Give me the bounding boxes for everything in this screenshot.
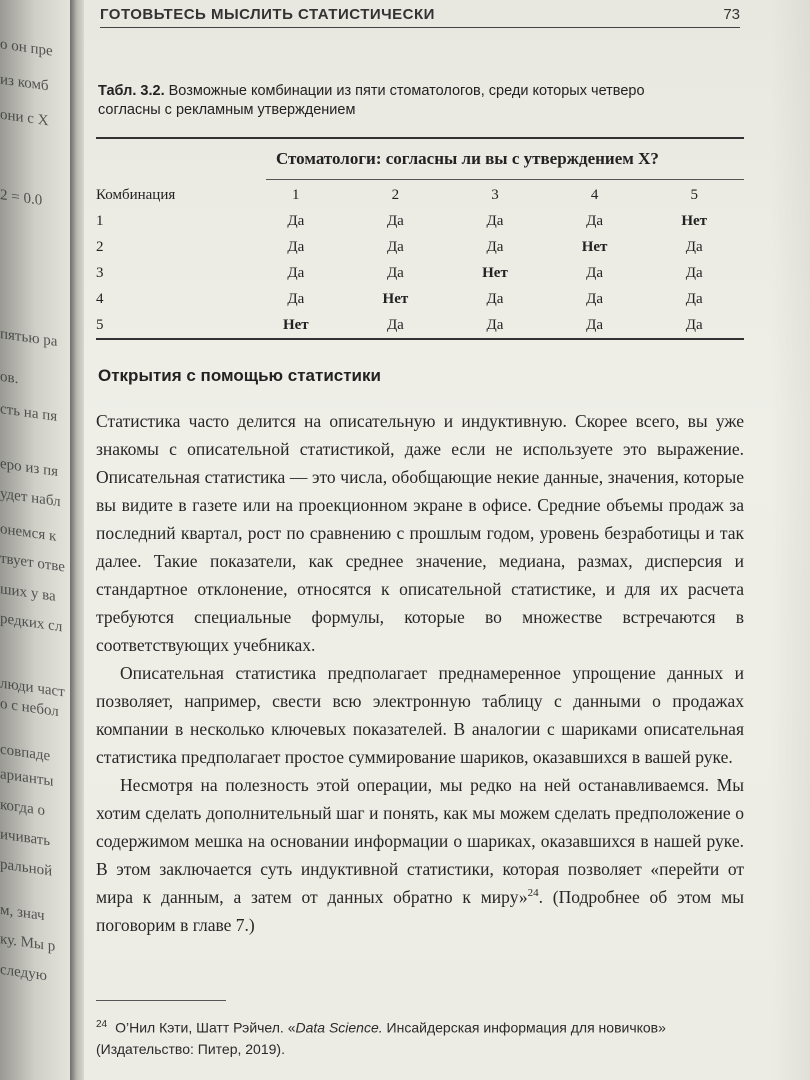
footnote-italic-title: Data Science.: [295, 1019, 383, 1036]
answer-cell: Да: [486, 212, 504, 229]
answer-cell: Нет: [482, 264, 508, 281]
answer-cell: Да: [386, 212, 404, 229]
footnote: [96, 1014, 746, 1060]
column-header-combination: Комбинация: [96, 186, 176, 203]
table-caption-label: Табл. 3.2.: [98, 83, 165, 99]
answer-cell: Да: [586, 212, 604, 229]
answer-cell: Нет: [581, 238, 608, 255]
combinations-table: [96, 180, 744, 338]
column-header-dentist-1: 1: [292, 186, 300, 203]
adjacent-page-text-fragment: люди част: [0, 675, 65, 701]
answer-cell: Да: [586, 316, 604, 333]
footnote-reference: 24: [527, 887, 539, 900]
combination-number-cell: 4: [96, 290, 104, 307]
paragraph-3-end: . (Подробнее об этом мы поговорим в главе 7.): [96, 887, 744, 935]
combination-number-cell: 3: [96, 264, 104, 281]
body-text: [96, 407, 744, 939]
column-header-dentist-5: 5: [690, 186, 698, 203]
answer-cell: Да: [685, 264, 703, 281]
footnote-number: 24: [96, 1019, 108, 1030]
table-group-header: Стоматологи: согласны ли вы с утверждением X?: [276, 149, 659, 168]
adjacent-page-text-fragment: ку. Мы р: [0, 931, 56, 955]
table-bottom-rule: [96, 338, 744, 340]
running-title: ГОТОВЬТЕСЬ МЫСЛИТЬ СТАТИСТИЧЕСКИ: [100, 6, 435, 23]
answer-cell: Да: [287, 212, 305, 229]
section-heading: Открытия с помощью статистики: [98, 366, 381, 385]
paragraph-3-text: Несмотря на полезность этой операции, мы редко на ней останавливаемся. Мы хотим сделать дополнительный шаг и понять, как мы можем сделать предположение о содержимом мешка на основании информации о шариках, оказавшихся в нашей руке. В этом заключается суть индуктивной статистики, которая позволяет «перейти от мира к данным, а затем от данных обратно к миру»: [96, 775, 744, 907]
table-row: [96, 312, 744, 338]
answer-cell: Да: [486, 238, 504, 255]
adjacent-page-text-fragment: сть на пя: [0, 400, 58, 426]
adjacent-page-text-fragment: м, знач: [0, 901, 45, 925]
combination-number-cell: 2: [96, 238, 104, 255]
column-header-dentist-2: 2: [391, 186, 400, 203]
combination-number-cell: 5: [96, 316, 104, 333]
adjacent-page-text-fragment: следую: [0, 961, 47, 985]
adjacent-page-text-fragment: ов.: [0, 368, 19, 388]
book-page: [84, 0, 810, 1080]
adjacent-page-text-fragment: 2 = 0.0: [0, 187, 43, 209]
answer-cell: Да: [287, 238, 305, 255]
book-gutter: [70, 0, 84, 1080]
page-shadow: [770, 0, 810, 1080]
adjacent-page-text-fragment: они с Х: [0, 106, 49, 130]
adjacent-page-text-fragment: твует отве: [0, 550, 65, 576]
adjacent-page-text-fragment: пятью ра: [0, 325, 58, 351]
adjacent-page-text-fragment: о он пре: [0, 36, 53, 60]
footnote-text-start: О’Нил Кэти, Шатт Рэйчел. «: [115, 1019, 296, 1036]
adjacent-page-edge: [0, 0, 70, 1080]
adjacent-page-text-fragment: совпаде: [0, 741, 51, 765]
adjacent-page-text-fragment: удет набл: [0, 485, 61, 511]
adjacent-page-text-fragment: когда о: [0, 796, 45, 820]
answer-cell: Да: [486, 290, 504, 307]
answer-cell: Нет: [282, 316, 309, 333]
answer-cell: Нет: [681, 212, 708, 229]
footnote-text-end: Инсайдерская информация для новичков» (Издательство: Питер, 2019).: [96, 1019, 666, 1057]
answer-cell: Да: [586, 264, 604, 281]
answer-cell: Да: [685, 238, 703, 255]
table-caption: [98, 82, 698, 120]
answer-cell: Да: [685, 316, 703, 333]
answer-cell: Да: [287, 264, 305, 281]
adjacent-page-text-fragment: редких сл: [0, 610, 63, 636]
adjacent-page-text-fragment: из комб: [0, 71, 49, 95]
adjacent-page-text-fragment: ших у ва: [0, 581, 56, 605]
column-header-dentist-3: 3: [491, 186, 499, 203]
table-body: [96, 208, 744, 338]
table-row: [96, 260, 744, 286]
answer-cell: Да: [386, 238, 404, 255]
table-row: [96, 286, 744, 312]
combination-number-cell: 1: [96, 212, 104, 229]
table-row: [96, 234, 744, 260]
adjacent-page-text-fragment: о с небол: [0, 695, 59, 721]
adjacent-page-text-fragment: ичивать: [0, 826, 51, 850]
answer-cell: Да: [586, 290, 604, 307]
footnote-rule: [96, 1000, 226, 1001]
paragraph-3: [96, 771, 744, 939]
answer-cell: Да: [386, 264, 404, 281]
table-header-row: [96, 180, 744, 208]
answer-cell: Нет: [382, 290, 409, 307]
dentists-table: [96, 137, 744, 340]
answer-cell: Да: [486, 316, 504, 333]
adjacent-page-text-fragment: арианты: [0, 766, 54, 790]
paragraph-2: Описательная статистика предполагает преднамеренное упрощение данных и позволяет, например, свести всю электронную таблицу с данными о продажах компании в несколько ключевых показателей. В аналогии с шариками описательная статистика предполагает простое суммирование шариков, оказавшихся в вашей руке.: [96, 663, 744, 767]
answer-cell: Да: [685, 290, 703, 307]
adjacent-page-text-fragment: ральной: [0, 856, 53, 880]
paragraph-1: Статистика часто делится на описательную и индуктивную. Скорее всего, вы уже знакомы с описательной статистикой, даже если не используете это выражение. Описательная статистика — это числа, обобщающие некие данные, значения, которые вы видите в газете или на проекционном экране в офисе. Средние объемы продаж за последний квартал, рост по сравнению с прошлым годом, уровень безработицы и так далее. Такие показатели, как среднее значение, медиана, размах, дисперсия и стандартное отклонение, относятся к описательной статистике, и для их расчета требуются специальные формулы, которые во множестве встречаются в соответствующих учебниках.: [96, 411, 744, 655]
table-row: [96, 208, 744, 234]
running-header: [100, 6, 740, 28]
table-caption-text: Возможные комбинации из пяти стоматологов, среди которых четверо согласны с рекламным утверждением: [98, 83, 645, 118]
page-number: 73: [723, 6, 740, 23]
adjacent-page-text-fragment: онемся к: [0, 521, 57, 545]
adjacent-page-text-fragment: еро из пя: [0, 455, 59, 481]
answer-cell: Да: [386, 316, 404, 333]
column-header-dentist-4: 4: [590, 186, 599, 203]
answer-cell: Да: [287, 290, 305, 307]
